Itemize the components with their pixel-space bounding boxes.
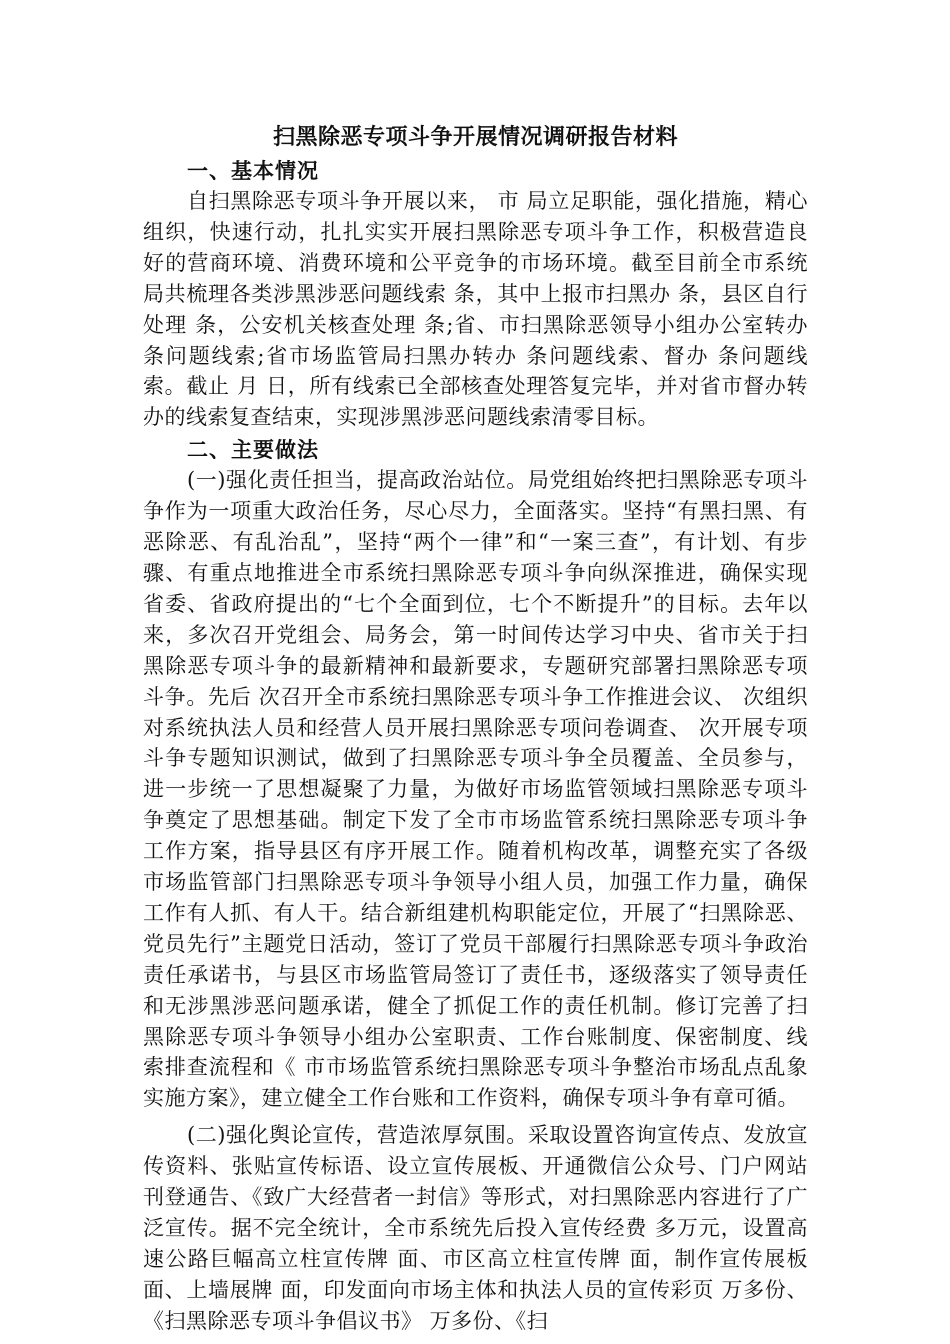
document-title: 扫黑除恶专项斗争开展情况调研报告材料 [272, 124, 678, 150]
paragraph-basic-situation: 自扫黑除恶专项斗争开展以来， 市 局立足职能，强化措施，精心组织，快速行动，扎扎实实开展扫黑除恶专项斗争工作，积极营造良好的营商环境、消费环境和公平竞争的市场环境。截至目前全市系统局共梳理各类涉黑涉恶问题线索 条，其中上报市扫黑办 条，县区自行处理 条，公安机关核查处理 条;省、市扫黑除恶领导小组办公室转办 条问题线索;省市场监管局扫黑办转办 条问题线索、督办 条问题线索。截止 月 日，所有线索已全部核查处理答复完毕，并对省市督办转办的线索复查结束，实现涉黑涉恶问题线索清零目标。 [143, 189, 808, 430]
paragraph-responsibility: (一)强化责任担当，提高政治站位。局党组始终把扫黑除恶专项斗争作为一项重大政治任务，尽心尽力，全面落实。坚持“有黑扫黑、有恶除恶、有乱治乱”，坚持“两个一律”和“一案三查”，有计划、有步骤、有重点地推进全市系统扫黑除恶专项斗争向纵深推进，确保实现省委、省政府提出的“七个全面到位，七个不断提升”的目标。去年以来，多次召开党组会、局务会，第一时间传达学习中央、省市关于扫黑除恶专项斗争的最新精神和最新要求，专题研究部署扫黑除恶专项斗争。先后 次召开全市系统扫黑除恶专项斗争工作推进会议、 次组织对系统执法人员和经营人员开展扫黑除恶专项问卷调查、 次开展专项斗争专题知识测试，做到了扫黑除恶专项斗争全员覆盖、全员参与，进一步统一了思想凝聚了力量，为做好市场监管领域扫黑除恶专项斗争奠定了思想基础。制定下发了全市市场监管系统扫黑除恶专项斗争工作方案，指导县区有序开展工作。随着机构改革，调整充实了各级市场监管部门扫黑除恶专项斗争领导小组人员，加强工作力量，确保工作有人抓、有人干。结合新组建机构职能定位，开展了“扫黑除恶、党员先行”主题党日活动，签订了党员干部履行扫黑除恶专项斗争政治责任承诺书，与县区市场监管局签订了责任书，逐级落实了领导责任和无涉黑涉恶问题承诺，健全了抓促工作的责任机制。修订完善了扫黑除恶专项斗争领导小组办公室职责、工作台账制度、保密制度、线索排查流程和《 市市场监管系统扫黑除恶专项斗争整治市场乱点乱象实施方案》，建立健全工作台账和工作资料，确保专项斗争有章可循。 [143, 468, 808, 1111]
section-heading-methods: 二、主要做法 [187, 437, 319, 463]
paragraph-publicity: (二)强化舆论宣传，营造浓厚氛围。采取设置咨询宣传点、发放宣传资料、张贴宣传标语、设立宣传展板、开通微信公众号、门户网站刊登通告、《致广大经营者一封信》等形式，对扫黑除恶内容进行了广泛宣传。据不完全统计，全市系统先后投入宣传经费 多万元，设置高速公路巨幅高立柱宣传牌 面、市区高立柱宣传牌 面，制作宣传展板 面、上墙展牌 面，印发面向市场主体和执法人员的宣传彩页 万多份、《扫黑除恶专项斗争倡议书》 万多份、《扫 [143, 1123, 808, 1333]
section-heading-basic: 一、基本情况 [187, 158, 319, 183]
document-body [143, 120, 808, 1337]
